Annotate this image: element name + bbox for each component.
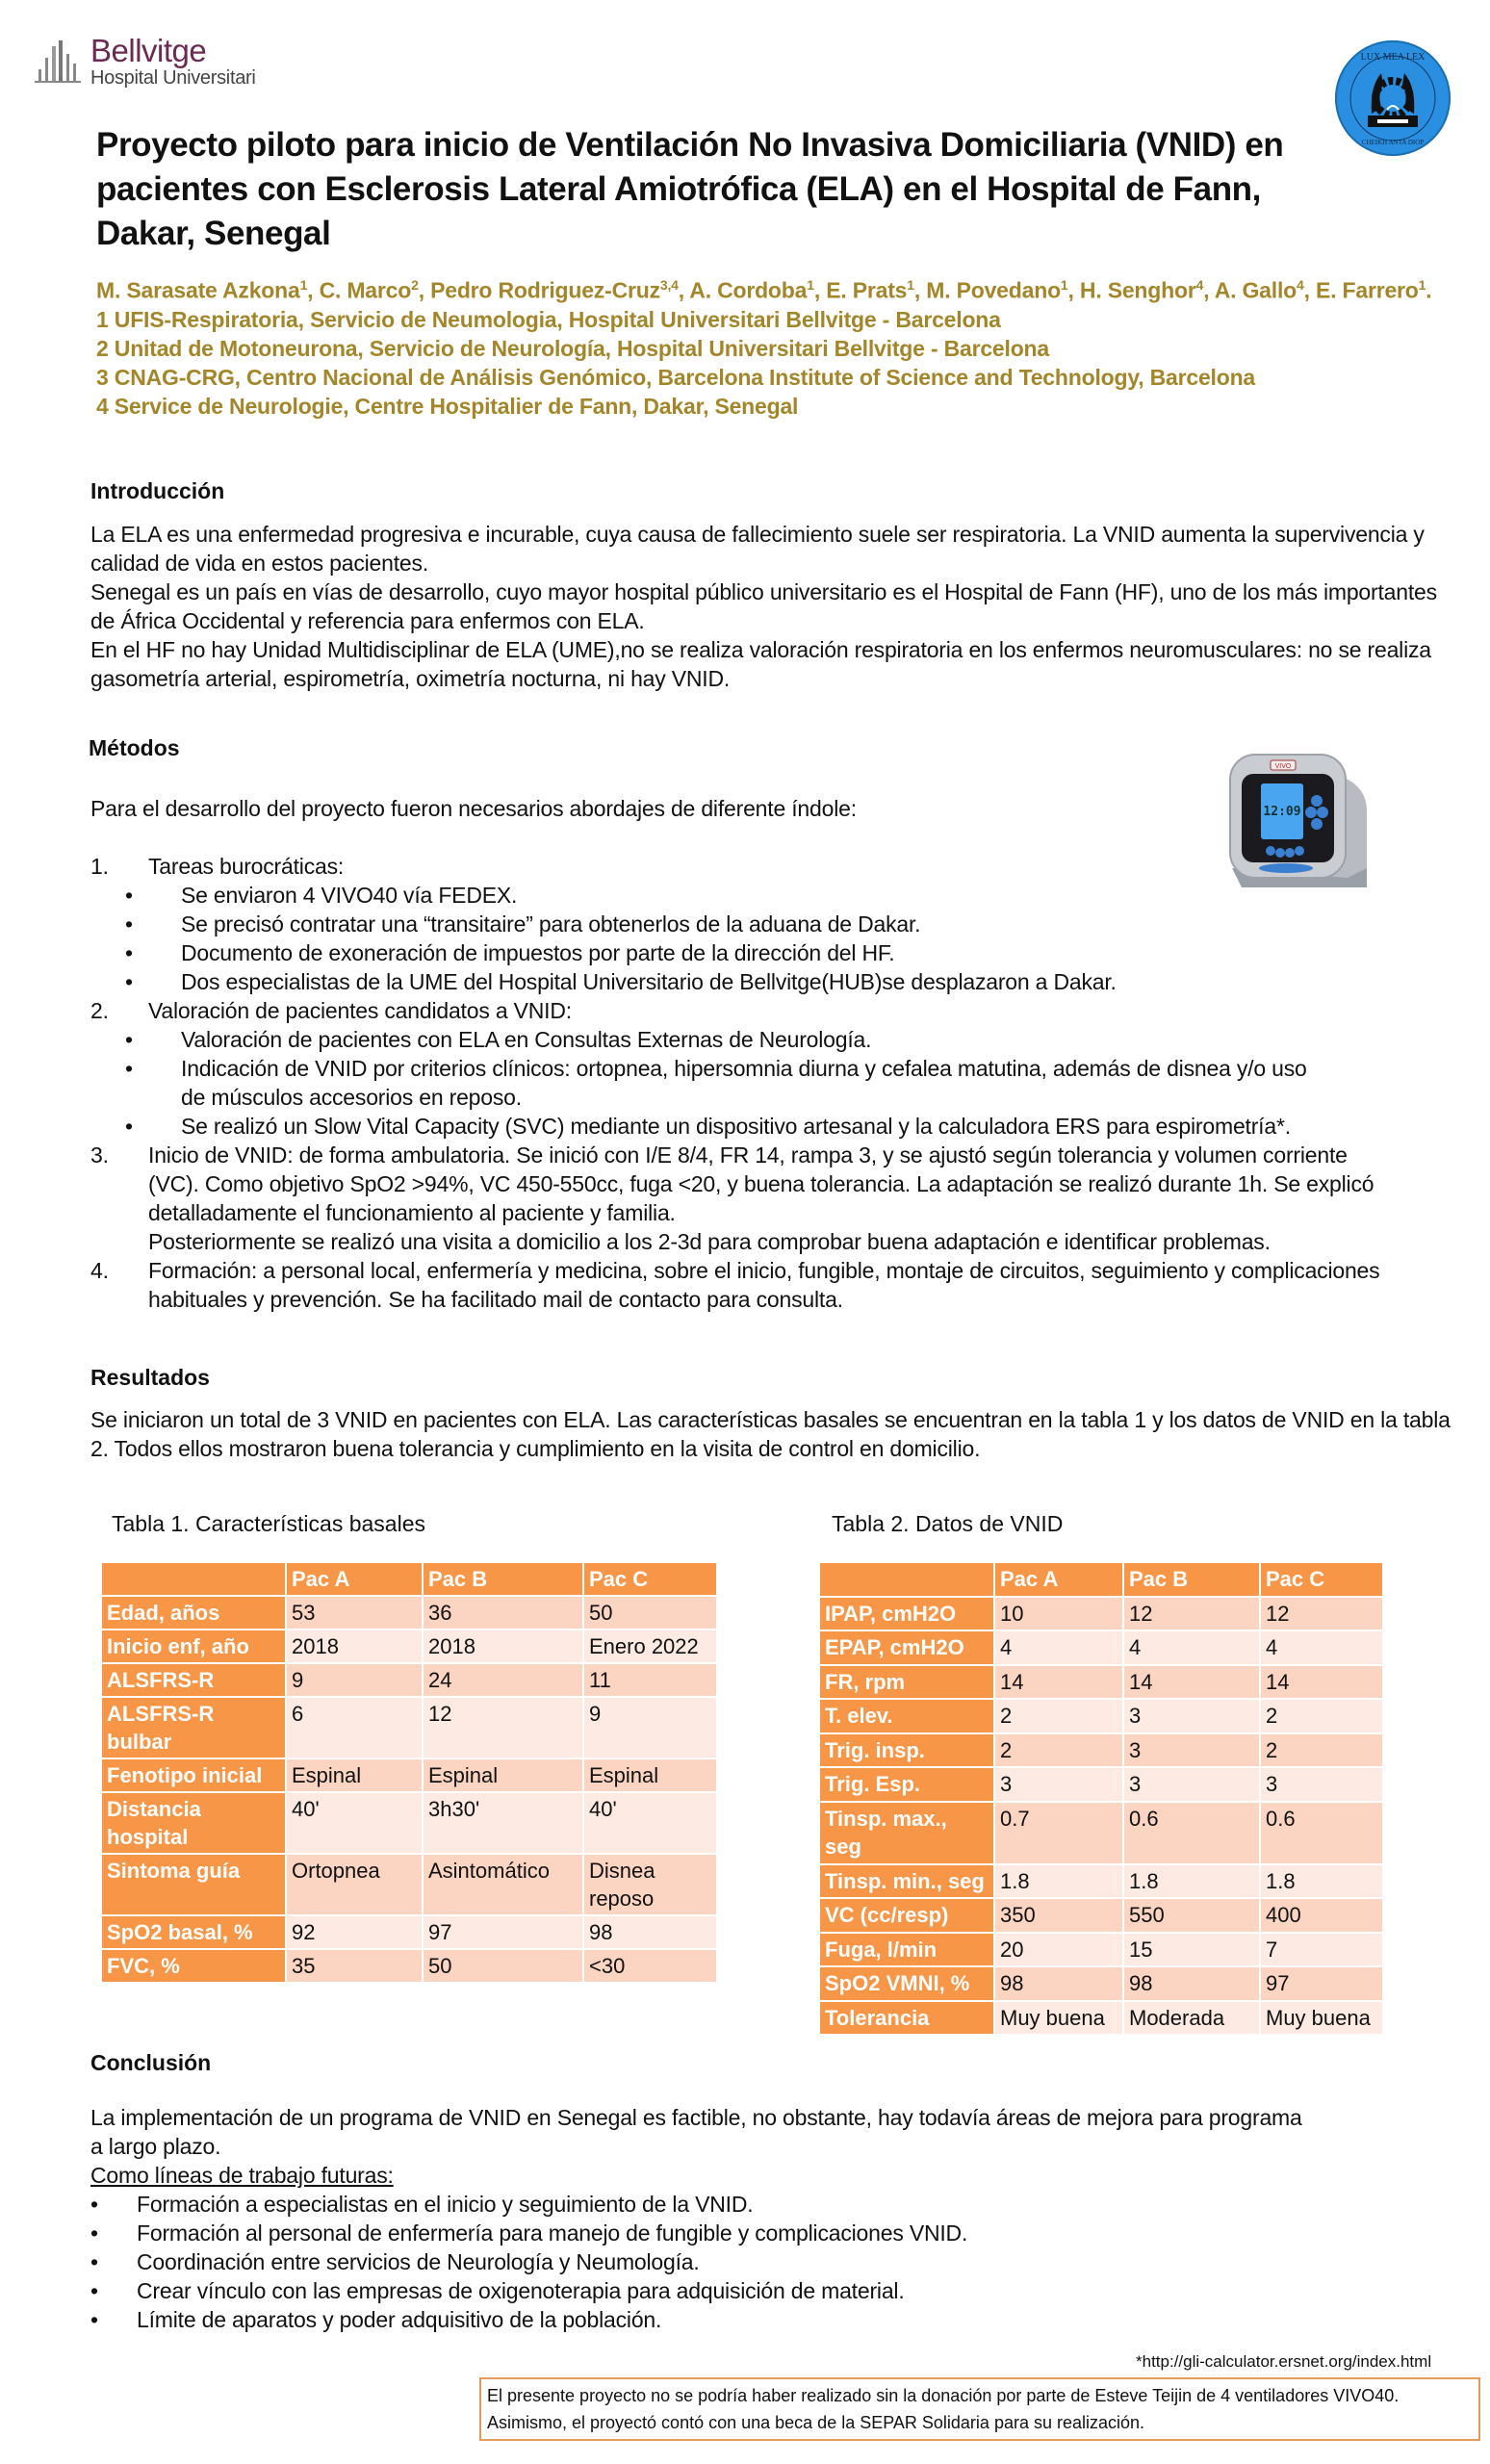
author-name: H. Senghor: [1079, 277, 1196, 303]
bullet-item: • Crear vínculo con las empresas de oxigenoterapia para adquisición de material.: [90, 2278, 905, 2303]
author-name: C. Marco: [319, 277, 412, 303]
affiliation-superscript: 1: [299, 277, 308, 293]
introduccion-body: [90, 520, 1438, 693]
table-cell: Muy buena: [994, 2001, 1123, 2036]
table-cell: 0.7: [994, 1802, 1123, 1864]
list-text: Formación: a personal local, enfermería y medicina, sobre el inicio, fungible, montaje de circuitos, seguimiento y complicaciones habituales y prevención. Se ha facilitado mail de contacto para consulta.: [148, 1258, 1380, 1312]
table-cell: 12: [1123, 1597, 1260, 1631]
table-cell: 1.8: [994, 1864, 1123, 1899]
section-heading-introduccion: Introducción: [90, 478, 225, 503]
affiliation-superscript: 1: [807, 277, 814, 293]
list-item: [90, 996, 1457, 1025]
table-cell: 4: [1260, 1630, 1383, 1665]
table-cell: 98: [583, 1915, 717, 1949]
table-cell: 15: [1123, 1933, 1260, 1967]
row-header: Fuga, l/min: [820, 1933, 994, 1967]
row-header: FVC, %: [102, 1949, 286, 1983]
table-header-row: [820, 1563, 1383, 1597]
table-cell: 24: [423, 1663, 583, 1697]
table-cell: 11: [583, 1663, 717, 1697]
table-cell: 350: [994, 1898, 1123, 1933]
row-header: FR, rpm: [820, 1665, 994, 1700]
table-cell: <30: [583, 1949, 717, 1983]
table-cell: 40': [583, 1792, 717, 1854]
table-cell: 53: [286, 1596, 423, 1630]
row-header: SpO2 basal, %: [102, 1915, 286, 1949]
row-header: Distancia hospital: [102, 1792, 286, 1854]
table-cell: 98: [1123, 1966, 1260, 2001]
bullet-item: • Coordinación entre servicios de Neurología y Neumología.: [90, 2249, 700, 2274]
svg-text:CHEIKH ANTA DIOP: CHEIKH ANTA DIOP: [1361, 139, 1425, 146]
affiliation-superscript: 1: [1060, 277, 1068, 293]
table-row: [820, 1630, 1383, 1665]
list-item: [90, 1141, 1457, 1256]
row-header: Fenotipo inicial: [102, 1758, 286, 1792]
bullet-item: • Formación a especialistas en el inicio y seguimiento de la VNID.: [90, 2192, 754, 2217]
table-row: [820, 1665, 1383, 1700]
paragraph: La implementación de un programa de VNID en Senegal es factible, no obstante, hay todavía áreas de mejora para programa a largo plazo.: [90, 2105, 1302, 2159]
row-header: ALSFRS-R: [102, 1663, 286, 1697]
device-screen-time: 12:09: [1263, 805, 1301, 819]
table-row: [820, 1699, 1383, 1733]
row-header: Tinsp. max., seg: [820, 1802, 994, 1864]
table-cell: Ortopnea: [286, 1854, 423, 1915]
table-cell: 50: [583, 1596, 717, 1630]
table-cell: 35: [286, 1949, 423, 1983]
bullet-item: • Indicación de VNID por criterios clínicos: ortopnea, hipersomnia diurna y cefalea matutina, además de disnea y/o uso de músculos accesorios en reposo.: [125, 1056, 1307, 1110]
column-header: Pac B: [423, 1563, 583, 1596]
table-row: [102, 1630, 717, 1663]
resultados-body: Se iniciaron un total de 3 VNID en pacientes con ELA. Las características basales se encuentran en la tabla 1 y los datos de VNID en la tabla 2. Todos ellos mostraron buena tolerancia y cumplimiento en la visita de control en domicilio.: [90, 1407, 1451, 1461]
table-cell: 3: [1123, 1733, 1260, 1768]
paragraph: La ELA es una enfermedad progresiva e incurable, cuya causa de fallecimiento suele ser respiratoria. La VNID aumenta la supervivencia y calidad de vida en estos pacientes.: [90, 522, 1425, 576]
bellvitge-logo-icon: [39, 40, 77, 83]
table-cell: 97: [423, 1915, 583, 1949]
bullet-icon: •: [90, 2307, 98, 2332]
ack-line: El presente proyecto no se podría haber realizado sin la donación por parte de Esteve Teijin de 4 ventiladores VIVO40.: [487, 2386, 1400, 2405]
table-cell: 550: [1123, 1898, 1260, 1933]
table-cell: 20: [994, 1933, 1123, 1967]
table-row: [820, 1898, 1383, 1933]
table-cell: 14: [1123, 1665, 1260, 1700]
table-row: [102, 1697, 717, 1758]
column-header: Pac A: [994, 1563, 1123, 1597]
bullet-icon: •: [90, 2192, 98, 2217]
column-header: Pac C: [583, 1563, 717, 1596]
table-cell: 2018: [423, 1630, 583, 1663]
section-heading-metodos: Métodos: [89, 735, 180, 760]
bullet-item: • Se precisó contratar una “transitaire” para obtenerlos de la aduana de Dakar.: [125, 911, 921, 937]
table-cell: Espinal: [583, 1758, 717, 1792]
table-row: [102, 1663, 717, 1697]
table-row: [102, 1915, 717, 1949]
table-cell: Asintomático: [423, 1854, 583, 1915]
author-name: A. Cordoba: [689, 277, 808, 303]
row-header: Tolerancia: [820, 2001, 994, 2036]
table2-caption: Tabla 2. Datos de VNID: [832, 1511, 1064, 1536]
list-text-extra: Posteriormente se realizó una visita a domicilio a los 2-3d para comprobar buena adaptación e identificar problemas.: [148, 1229, 1271, 1254]
paragraph: Senegal es un país en vías de desarrollo, cuyo mayor hospital público universitario es el Hospital de Fann (HF), uno de los más importantes de África Occidental y referencia para enfermos con ELA.: [90, 579, 1437, 633]
table-cell: 0.6: [1123, 1802, 1260, 1864]
table-row: [820, 1802, 1383, 1864]
row-header: IPAP, cmH2O: [820, 1597, 994, 1631]
table-cell: 1.8: [1260, 1864, 1383, 1899]
future-work-label: Como líneas de trabajo futuras:: [90, 2163, 394, 2188]
bullet-icon: •: [125, 1114, 133, 1139]
bullet-item: • Documento de exoneración de impuestos por parte de la dirección del HF.: [125, 940, 895, 965]
table-row: [820, 1864, 1383, 1899]
poster-title: Proyecto piloto para inicio de Ventilación No Invasiva Domiciliaria (VNID) en pacientes con Esclerosis Lateral Amiotrófica (ELA) en el Hospital de Fann, Dakar, Senegal: [96, 126, 1284, 252]
bullet-item: • Se enviaron 4 VIVO40 vía FEDEX.: [125, 883, 518, 908]
metodos-list: [90, 852, 1457, 1314]
affiliation: 1 UFIS-Respiratoria, Servicio de Neumologia, Hospital Universitari Bellvitge - Barcelona: [96, 306, 1001, 332]
table-cell: 3: [1260, 1767, 1383, 1802]
ack-line: Asimismo, el proyectó contó con una beca de la SEPAR Solidaria para su realización.: [487, 2413, 1145, 2432]
row-header: Sintoma guía: [102, 1854, 286, 1915]
author-name: M. Sarasate Azkona: [96, 277, 300, 303]
table-cell: 2: [994, 1699, 1123, 1733]
list-text: Tareas burocráticas:: [148, 854, 345, 879]
table-cell: 9: [583, 1697, 717, 1758]
table-cell: Espinal: [423, 1758, 583, 1792]
table-cell: 2018: [286, 1630, 423, 1663]
affiliation-superscript: 3,4: [659, 277, 679, 293]
table-cell: 4: [1123, 1630, 1260, 1665]
table-row: [820, 1966, 1383, 2001]
list-number: 3.: [90, 1142, 109, 1168]
table-cell: 3: [994, 1767, 1123, 1802]
table-row: [102, 1758, 717, 1792]
table-row: [102, 1792, 717, 1854]
column-header: Pac A: [286, 1563, 423, 1596]
paragraph: En el HF no hay Unidad Multidisciplinar de ELA (UME),no se realiza valoración respiratoria en los enfermos neuromusculares: no se realiza gasometría arterial, espirometría, oximetría nocturna, ni hay VNID.: [90, 637, 1431, 691]
table-cell: 14: [994, 1665, 1123, 1700]
affiliation: 4 Service de Neurologie, Centre Hospitalier de Fann, Dakar, Senegal: [96, 393, 799, 419]
bullet-icon: •: [125, 940, 133, 965]
table-datos-vnid: [820, 1563, 1384, 2036]
table-cell: 0.6: [1260, 1802, 1383, 1864]
bullet-icon: •: [90, 2278, 98, 2303]
table-cell: 2: [994, 1733, 1123, 1768]
column-header: Pac B: [1123, 1563, 1260, 1597]
table-cell: 12: [423, 1697, 583, 1758]
affiliation: 3 CNAG-CRG, Centro Nacional de Análisis Genómico, Barcelona Institute of Science and Technology, Barcelona: [96, 364, 1256, 390]
list-text: Valoración de pacientes candidatos a VNID:: [148, 998, 572, 1023]
table-header-row: [102, 1563, 717, 1596]
table-cell: 1.8: [1123, 1864, 1260, 1899]
svg-text:VIVO: VIVO: [1274, 763, 1292, 770]
list-text: Inicio de VNID: de forma ambulatoria. Se inició con I/E 8/4, FR 14, rampa 3, y se ajustó según tolerancia y volumen corriente (VC). Como objetivo SpO2 >94%, VC 450-550cc, fuga <20, y buena tolerancia. La adaptación se realizó durante 1h. Se explicó detalladamente el funcionamiento al paciente y familia.: [148, 1142, 1374, 1225]
bullet-item: • Límite de aparatos y poder adquisitivo de la población.: [90, 2307, 662, 2332]
conclusion-body: [90, 2103, 1438, 2334]
table-cell: 9: [286, 1663, 423, 1697]
affiliation-superscript: 1: [907, 277, 914, 293]
logo-name: Bellvitge: [90, 33, 207, 68]
bullet-icon: •: [125, 969, 133, 994]
table-cell: 50: [423, 1949, 583, 1983]
table-cell: 40': [286, 1792, 423, 1854]
table-row: [820, 1597, 1383, 1631]
bullet-icon: •: [90, 2220, 98, 2246]
author-list: M. Sarasate Azkona$^1$, C. Marco$^2$, Pedro Rodriguez-Cruz$^{3,4}$, A. Cordoba$^1$, E. Prats$^1$, M. Povedano$^1$, H. Senghor$^4$, A. Gallo$^4$, E. Farrero$^1$.: [96, 277, 1432, 303]
section-heading-conclusion: Conclusión: [90, 2050, 212, 2075]
table-row: [820, 1767, 1383, 1802]
table-row: [102, 1596, 717, 1630]
table-cell: 12: [1260, 1597, 1383, 1631]
affiliation-superscript: 2: [411, 277, 419, 293]
logo-subtitle: Hospital Universitari: [90, 67, 256, 89]
affiliation: 2 Unitad de Motoneurona, Servicio de Neurología, Hospital Universitari Bellvitge - Barcelona: [96, 335, 1049, 361]
footnote-link[interactable]: *http://gli-calculator.ersnet.org/index.html: [1136, 2352, 1432, 2371]
table-cell: 98: [994, 1966, 1123, 2001]
acknowledgement-box: [479, 2377, 1480, 2441]
table-cell: Muy buena: [1260, 2001, 1383, 2036]
bullet-item: • Se realizó un Slow Vital Capacity (SVC) mediante un dispositivo artesanal y la calculadora ERS para espirometría*.: [125, 1114, 1291, 1139]
table-cell: 2: [1260, 1699, 1383, 1733]
table-cell: 6: [286, 1697, 423, 1758]
affiliation-superscript: 4: [1297, 277, 1304, 293]
list-number: 1.: [90, 854, 109, 879]
author-name: Pedro Rodriguez-Cruz: [430, 277, 660, 303]
row-header: ALSFRS-R bulbar: [102, 1697, 286, 1758]
table1-caption: Tabla 1. Características basales: [112, 1511, 425, 1536]
table-cell: 3: [1123, 1767, 1260, 1802]
bullet-icon: •: [90, 2249, 98, 2274]
table-cell: 4: [994, 1630, 1123, 1665]
list-number: 2.: [90, 998, 109, 1023]
section-heading-resultados: Resultados: [90, 1365, 210, 1390]
list-item: [90, 852, 1457, 881]
table-cell: Espinal: [286, 1758, 423, 1792]
table-row: [820, 2001, 1383, 2036]
authors-block: [96, 270, 1444, 421]
table-cell: 7: [1260, 1933, 1383, 1967]
svg-text:LUX MEA LEX: LUX MEA LEX: [1360, 52, 1426, 63]
row-header: SpO2 VMNI, %: [820, 1966, 994, 2001]
bullet-item: • Valoración de pacientes con ELA en Consultas Externas de Neurología.: [125, 1027, 872, 1052]
row-header: Trig. Esp.: [820, 1767, 994, 1802]
row-header: VC (cc/resp): [820, 1898, 994, 1933]
bullet-item: • Formación al personal de enfermería para manejo de fungible y complicaciones VNID.: [90, 2220, 968, 2246]
table-row: [820, 1733, 1383, 1768]
table-cell: Moderada: [1123, 2001, 1260, 2036]
author-name: E. Prats: [826, 277, 908, 303]
row-header: Trig. insp.: [820, 1733, 994, 1768]
table-row: [820, 1933, 1383, 1967]
table-cell: 3h30': [423, 1792, 583, 1854]
table-cell: 36: [423, 1596, 583, 1630]
author-name: M. Povedano: [926, 277, 1061, 303]
bullet-icon: •: [125, 883, 133, 908]
author-name: A. Gallo: [1214, 277, 1297, 303]
row-header: Inicio enf, año: [102, 1630, 286, 1663]
table-cell: 400: [1260, 1898, 1383, 1933]
bullet-icon: •: [125, 1056, 133, 1081]
list-number: 4.: [90, 1258, 109, 1283]
row-header: EPAP, cmH2O: [820, 1630, 994, 1665]
table-cell: 92: [286, 1915, 423, 1949]
university-seal-icon: [1333, 38, 1452, 158]
column-header: Pac C: [1260, 1563, 1383, 1597]
table-cell: 2: [1260, 1733, 1383, 1768]
table-row: [102, 1854, 717, 1915]
row-header: Tinsp. min., seg: [820, 1864, 994, 1899]
table-cell: 10: [994, 1597, 1123, 1631]
table-caracteristicas-basales: [102, 1563, 718, 1984]
table-row: [102, 1949, 717, 1983]
affiliation-superscript: 4: [1195, 277, 1204, 293]
table-cell: Disnea reposo: [583, 1854, 717, 1915]
bullet-icon: •: [125, 1027, 133, 1052]
row-header: Edad, años: [102, 1596, 286, 1630]
bullet-item: • Dos especialistas de la UME del Hospital Universitario de Bellvitge(HUB)se desplazaron a Dakar.: [125, 969, 1117, 994]
table-cell: 97: [1260, 1966, 1383, 2001]
list-item: [90, 1256, 1457, 1314]
table-cell: 14: [1260, 1665, 1383, 1700]
author-name: E. Farrero: [1316, 277, 1419, 303]
bullet-icon: •: [125, 911, 133, 937]
row-header: T. elev.: [820, 1699, 994, 1733]
metodos-lead: Para el desarrollo del proyecto fueron necesarios abordajes de diferente índole:: [90, 796, 857, 821]
affiliation-superscript: 1: [1418, 277, 1426, 293]
table-cell: 3: [1123, 1699, 1260, 1733]
table-cell: Enero 2022: [583, 1630, 717, 1663]
